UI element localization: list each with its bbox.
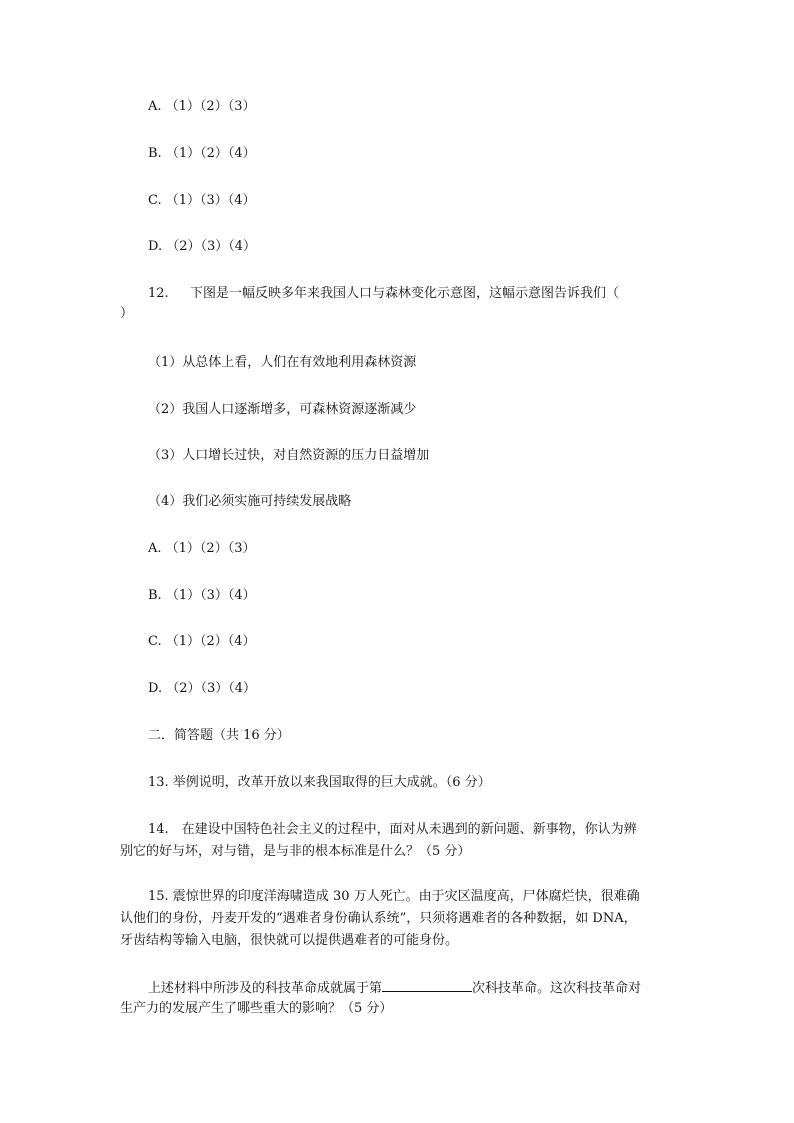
q15-question-line2: 生产力的发展产生了哪些重大的影响？（5 分） <box>120 1001 393 1016</box>
q15-line2: 认他们的身份，丹麦开发的“遇难者身份确认系统”，只须将遇难者的各种数据，如 DNA， <box>120 911 637 926</box>
q15-line1: 15. 震惊世界的印度洋海啸造成 30 万人死亡。由于灾区温度高，尸体腐烂快，很难确 <box>148 889 640 904</box>
q15-question-line1 <box>148 977 641 999</box>
q12-option-a: A. （1）（2）（3） <box>148 541 256 556</box>
q13-text: 13. 举例说明，改革开放以来我国取得的巨大成就。（6 分） <box>148 775 491 790</box>
q11-option-c: C. （1）（3）（4） <box>148 193 256 208</box>
q12-option-d: D. （2）（3）（4） <box>148 681 257 696</box>
q12-number: 12. <box>148 286 169 301</box>
q11-option-a: A. （1）（2）（3） <box>148 99 256 114</box>
q15-question-part2: 次科技革命。这次科技革命对 <box>472 981 642 996</box>
q11-option-d: D. （2）（3）（4） <box>148 239 257 254</box>
q11-option-b: B. （1）（2）（4） <box>148 146 256 161</box>
q12-statement-1: （1）从总体上看，人们在有效地利用森林资源 <box>148 355 417 370</box>
q14-line1: 14. 在建设中国特色社会主义的过程中，面对从未遇到的新问题、新事物，你认为辨 <box>148 822 637 837</box>
q14-line2: 别它的好与坏，对与错，是与非的根本标准是什么？（5 分） <box>120 844 471 859</box>
q12-option-c: C. （1）（2）（4） <box>148 634 256 649</box>
q12-statement-2: （2）我国人口逐渐增多，可森林资源逐渐减少 <box>148 402 417 417</box>
q12-stem-line2: ） <box>120 306 134 321</box>
q12-statement-4: （4）我们必须实施可持续发展战略 <box>148 494 352 509</box>
q12-option-b: B. （1）（3）（4） <box>148 588 256 603</box>
q12-statement-3: （3）人口增长过快，对自然资源的压力日益增加 <box>148 448 430 463</box>
q15-line3: 牙齿结构等输入电脑，很快就可以提供遇难者的可能身份。 <box>120 933 459 948</box>
section2-heading: 二．简答题（共 16 分） <box>148 728 290 743</box>
q15-question-part1: 上述材料中所涉及的科技革命成就属于第 <box>148 981 383 996</box>
answer-blank[interactable] <box>382 977 472 992</box>
q12-stem-line1: 下图是一幅反映多年来我国人口与森林变化示意图，这幅示意图告诉我们（ <box>190 286 620 301</box>
